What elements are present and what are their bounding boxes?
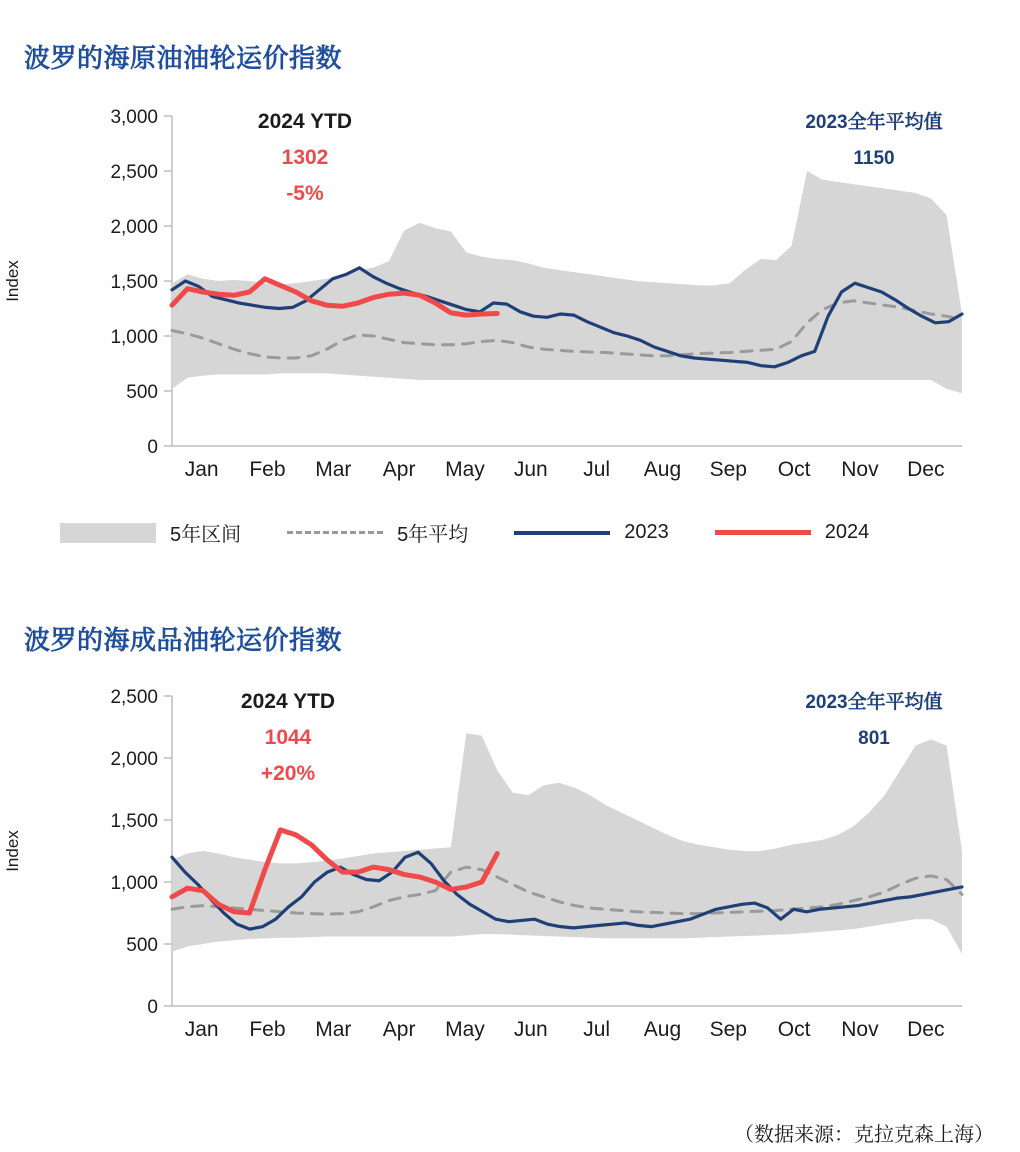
legend-item-band [60, 518, 241, 547]
svg-text:Index: Index [3, 830, 22, 872]
svg-text:Dec: Dec [907, 458, 945, 481]
svg-text:Jan: Jan [184, 458, 219, 481]
svg-text:Dec: Dec [907, 1018, 945, 1041]
svg-text:Jun: Jun [513, 1018, 548, 1041]
svg-text:Oct: Oct [777, 1018, 811, 1041]
svg-text:Mar: Mar [315, 1018, 352, 1041]
plot-area-products [0, 668, 1020, 1068]
svg-text:1,500: 1,500 [110, 811, 158, 832]
svg-text:2,000: 2,000 [110, 217, 158, 238]
legend-label-band: 5年区间 [170, 524, 242, 546]
svg-text:+20%: +20% [260, 762, 316, 785]
svg-text:500: 500 [126, 935, 158, 956]
chart-panel-products [0, 668, 1020, 1098]
svg-text:Mar: Mar [315, 458, 352, 481]
legend-swatch-band-icon [60, 523, 156, 543]
svg-text:1,000: 1,000 [110, 873, 158, 894]
svg-text:2,000: 2,000 [110, 749, 158, 770]
crude-index-chart [0, 88, 1020, 508]
svg-text:2023全年平均值: 2023全年平均值 [805, 692, 943, 713]
svg-text:Nov: Nov [841, 458, 879, 481]
svg-text:Feb: Feb [249, 1018, 286, 1041]
svg-text:1,000: 1,000 [110, 327, 158, 348]
svg-text:Apr: Apr [382, 1018, 416, 1041]
svg-text:Apr: Apr [382, 458, 416, 481]
svg-text:1044: 1044 [264, 726, 312, 749]
legend-swatch-2023-icon [514, 531, 610, 535]
svg-text:Jun: Jun [513, 458, 548, 481]
svg-text:Aug: Aug [643, 1018, 682, 1041]
plot-area-crude [0, 88, 1020, 508]
svg-text:May: May [445, 1018, 485, 1041]
svg-text:Jul: Jul [583, 458, 611, 481]
svg-text:Sep: Sep [709, 458, 747, 481]
svg-text:Oct: Oct [777, 458, 811, 481]
chart-title-crude: 波罗的海原油油轮运价指数 [24, 43, 343, 73]
svg-text:2024 YTD: 2024 YTD [257, 110, 353, 133]
svg-text:Sep: Sep [709, 1018, 747, 1041]
svg-text:801: 801 [858, 728, 890, 749]
svg-text:-5%: -5% [286, 182, 324, 205]
svg-text:Feb: Feb [249, 458, 286, 481]
svg-text:0: 0 [147, 997, 158, 1018]
chart-title-products: 波罗的海成品油轮运价指数 [24, 625, 343, 655]
svg-text:1302: 1302 [281, 146, 329, 169]
svg-text:May: May [445, 458, 485, 481]
svg-text:Jul: Jul [583, 1018, 611, 1041]
legend-swatch-2024-icon [715, 530, 811, 535]
svg-text:Jan: Jan [184, 1018, 219, 1041]
legend-label-average: 5年平均 [397, 524, 469, 546]
svg-text:2023全年平均值: 2023全年平均值 [805, 112, 943, 133]
legend-swatch-dashed-icon [287, 531, 383, 534]
svg-text:2024 YTD: 2024 YTD [240, 690, 336, 713]
svg-text:Nov: Nov [841, 1018, 879, 1041]
products-index-chart [0, 668, 1020, 1068]
svg-text:500: 500 [126, 382, 158, 403]
svg-text:Aug: Aug [643, 458, 682, 481]
svg-text:2,500: 2,500 [110, 162, 158, 183]
svg-text:Index: Index [3, 260, 22, 302]
legend-item-2023 [514, 521, 669, 544]
svg-text:0: 0 [147, 437, 158, 458]
chart-legend [60, 518, 960, 547]
svg-text:2,500: 2,500 [110, 687, 158, 708]
legend-item-average [287, 518, 468, 547]
svg-text:3,000: 3,000 [110, 107, 158, 128]
legend-label-2023: 2023 [624, 521, 669, 543]
svg-text:1150: 1150 [853, 148, 895, 169]
chart-panel-crude [0, 88, 1020, 558]
svg-text:1,500: 1,500 [110, 272, 158, 293]
legend-label-2024: 2024 [824, 521, 870, 543]
source-note: （数据来源：克拉克森上海） [734, 1124, 994, 1146]
legend-item-2024 [715, 521, 870, 544]
